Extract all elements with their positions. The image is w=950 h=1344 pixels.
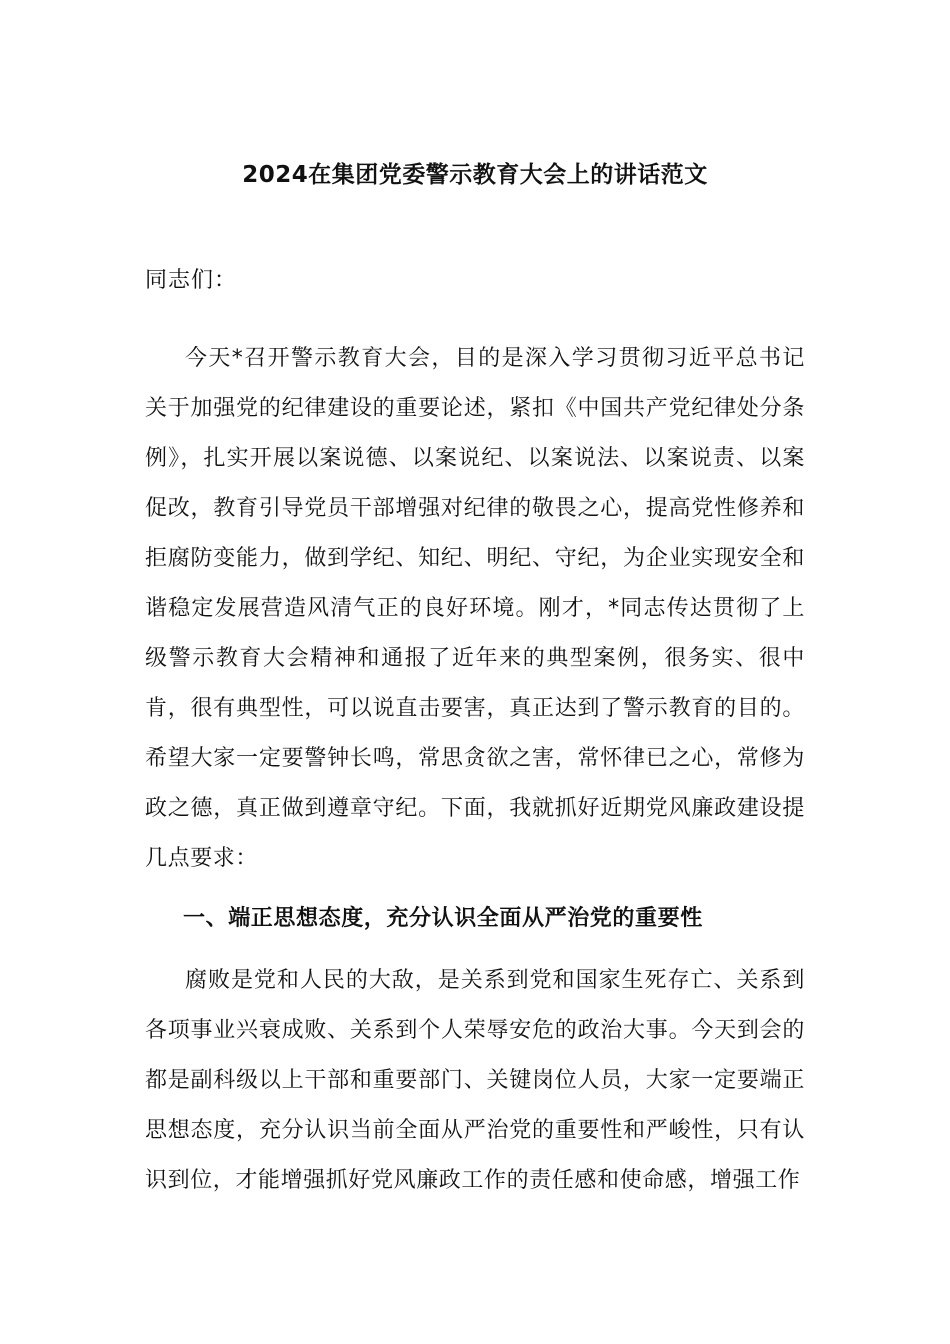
salutation: 同志们： (145, 268, 238, 293)
body-paragraph-2: 腐败是党和人民的大敌，是关系到党和国家生死存亡、关系到各项事业兴衰成败、关系到个人荣辱安危的政治大事。今天到会的都是副科级以上干部和重要部门、关键岗位人员，大家一定要端正思想态度，充分认识当前全面从严治党的重要性和严峻性，只有认识到位，才能增强抓好党风廉政工作的责任感和使命感，增强工作 (145, 968, 805, 1193)
body-paragraph-1: 今天*召开警示教育大会，目的是深入学习贯彻习近平总书记关于加强党的纪律建设的重要论述，紧扣《中国共产党纪律处分条例》，扎实开展以案说德、以案说纪、以案说法、以案说责、以案促改，教育引导党员干部增强对纪律的敬畏之心，提高党性修养和拒腐防变能力，做到学纪、知纪、明纪、守纪，为企业实现安全和谐稳定发展营造风清气正的良好环境。刚才，*同志传达贯彻了上级警示教育大会精神和通报了近年来的典型案例，很务实、很中肯，很有典型性，可以说直击要害，真正达到了警示教育的目的。希望大家一定要警钟长鸣，常思贪欲之害，常怀律已之心，常修为政之德，真正做到遵章守纪。下面，我就抓好近期党风廉政建设提几点要求： (145, 346, 805, 871)
document-title: 2024在集团党委警示教育大会上的讲话范文 (242, 162, 708, 188)
section-heading-1: 一、端正思想态度，充分认识全面从严治党的重要性 (183, 906, 703, 931)
